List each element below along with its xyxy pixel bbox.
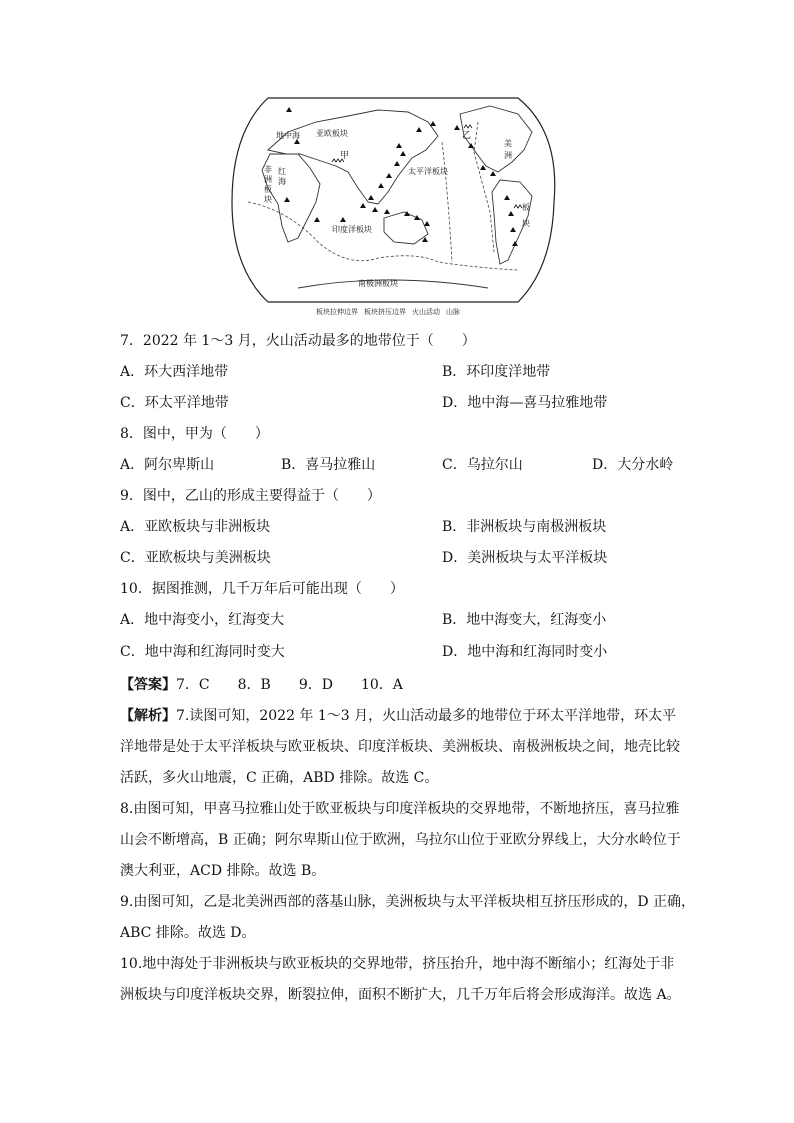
analysis-7-line-1 xyxy=(120,706,676,726)
analysis-10-line-1: 10.地中海处于非洲板块与欧亚板块的交界地带，挤压抬升，地中海不断缩小；红海处于非 xyxy=(120,956,675,972)
label-red-sea: 红 xyxy=(278,167,286,176)
label-indian-ocean-plate: 印度洋板块 xyxy=(332,225,372,234)
answer-line xyxy=(120,675,403,695)
australia-outline xyxy=(384,212,428,244)
question-7-option-d[interactable]: D．地中海—喜马拉雅地带 xyxy=(442,395,608,411)
map-legend xyxy=(316,305,460,319)
label-red-sea: 海 xyxy=(278,177,286,186)
volcano-markers xyxy=(284,107,518,246)
question-10-option-a[interactable]: A．地中海变小，红海变大 xyxy=(120,612,285,628)
analysis-8-line-2: 山会不断增高，B 正确；阿尔卑斯山位于欧洲，乌拉尔山位于亚欧分界线上，大分水岭位于 xyxy=(120,832,681,848)
question-10-stem: 10．据图推测，几千万年后可能出现（ ） xyxy=(120,581,404,597)
label-mediterranean: 地中海 xyxy=(276,131,300,140)
analysis-7-line-2: 洋地带是处于太平洋板块与欧亚板块、印度洋板块、美洲板块、南极洲板块之间，地壳比较 xyxy=(120,739,680,755)
question-7-option-b[interactable]: B．环印度洋地带 xyxy=(442,364,551,380)
label-pacific-plate: 太平洋板块 xyxy=(408,167,448,176)
analysis-8-line-1: 8.由图可知，甲喜马拉雅山处于欧亚板块与印度洋板块的交界地带，不断地挤压，喜马拉雅 xyxy=(120,801,680,817)
question-7-option-c[interactable]: C．环太平洋地带 xyxy=(120,395,229,411)
analysis-label: 【解析】 xyxy=(120,708,176,724)
question-9-option-c[interactable]: C．亚欧板块与美洲板块 xyxy=(120,550,271,566)
question-8-option-d[interactable]: D．大分水岭 xyxy=(592,457,674,473)
question-7-stem: 7．2022 年 1～3 月，火山活动最多的地带位于（ ） xyxy=(120,333,476,349)
question-7-option-a[interactable]: A．环大西洋地带 xyxy=(120,364,229,380)
answer-label: 【答案】 xyxy=(120,677,176,693)
label-american-plate: 板 xyxy=(522,203,530,212)
question-8-option-c[interactable]: C．乌拉尔山 xyxy=(442,457,523,473)
plate-boundary xyxy=(474,122,494,252)
plate-boundary xyxy=(248,202,518,270)
question-10-option-c[interactable]: C．地中海和红海同时变大 xyxy=(120,644,285,660)
label-american-plate: 块 xyxy=(522,219,530,228)
legend-mountain: 山脉 xyxy=(446,308,460,316)
question-8-option-a[interactable]: A．阿尔卑斯山 xyxy=(120,457,215,473)
label-yi: 乙 xyxy=(462,131,472,141)
analysis-8-line-3: 澳大利亚，ACD 排除。故选 B。 xyxy=(120,863,326,879)
label-american-plate: 美 xyxy=(504,139,512,148)
question-9-stem: 9．图中，乙山的形成主要得益于（ ） xyxy=(120,488,381,504)
label-eurasian-plate: 亚欧板块 xyxy=(316,129,348,138)
analysis-10-line-2: 洲板块与印度洋板块交界，断裂拉伸，面积不断扩大，几千万年后将会形成海洋。故选 A。 xyxy=(120,987,681,1003)
legend-convergent-boundary: 板块挤压边界 xyxy=(364,308,406,316)
analysis-9-line-2: ABC 排除。故选 D。 xyxy=(120,925,256,941)
legend-volcano: 火山活动 xyxy=(412,308,440,316)
question-9-option-a[interactable]: A．亚欧板块与非洲板块 xyxy=(120,519,271,535)
label-african-plate: 板 xyxy=(264,185,272,194)
label-african-plate: 洲 xyxy=(264,175,272,184)
plate-tectonics-map xyxy=(228,92,558,310)
question-9-option-b[interactable]: B．非洲板块与南极洲板块 xyxy=(442,519,607,535)
question-10-option-d[interactable]: D．地中海和红海同时变小 xyxy=(442,644,608,660)
analysis-7-line-3: 活跃，多火山地震，C 正确，ABD 排除。故选 C。 xyxy=(120,770,439,786)
label-jia: 甲 xyxy=(340,151,350,161)
legend-divergent-boundary: 板块拉伸边界 xyxy=(316,308,358,316)
plate-boundary xyxy=(442,142,452,262)
label-antarctic-plate: 南极洲板块 xyxy=(358,279,398,288)
question-8-option-b[interactable]: B．喜马拉雅山 xyxy=(281,457,376,473)
eurasia-outline xyxy=(268,110,438,204)
answer-text: 7．C 8．B 9．D 10．A xyxy=(176,677,403,693)
label-african-plate: 非 xyxy=(264,165,272,174)
analysis-7-text-1: 7.读图可知，2022 年 1～3 月，火山活动最多的地带位于环太平洋地带，环太平 xyxy=(176,708,677,724)
question-8-stem: 8．图中，甲为（ ） xyxy=(120,426,269,442)
label-african-plate: 块 xyxy=(264,195,272,204)
label-american-plate: 洲 xyxy=(504,151,512,160)
question-10-option-b[interactable]: B．地中海变大，红海变小 xyxy=(442,612,607,628)
question-9-option-d[interactable]: D．美洲板块与太平洋板块 xyxy=(442,550,608,566)
analysis-9-line-1: 9.由图可知，乙是北美洲西部的落基山脉，美洲板块与太平洋板块相互挤压形成的，D 正确， xyxy=(120,894,696,910)
